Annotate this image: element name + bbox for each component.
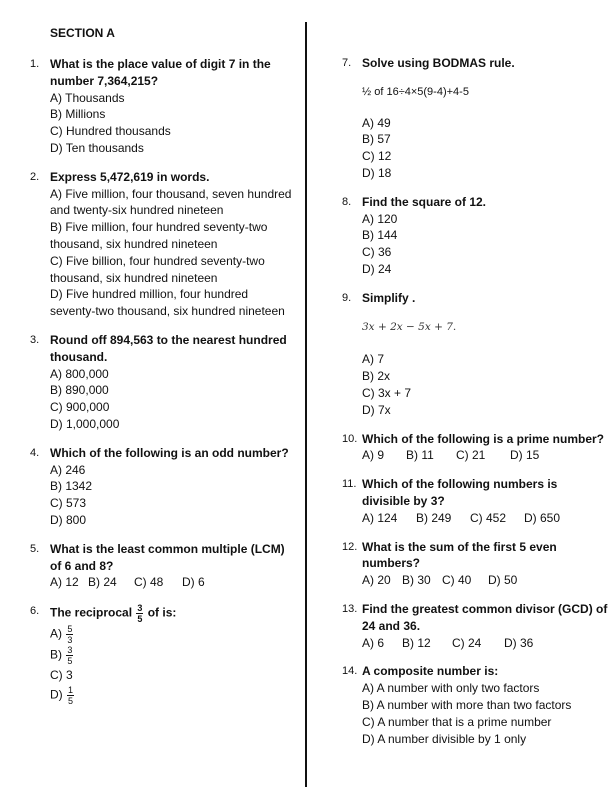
fraction-numerator: 5 bbox=[67, 624, 73, 635]
question-10 bbox=[342, 431, 608, 465]
question-stem: What is the least common multiple (LCM) of 6 and 8? bbox=[50, 541, 285, 573]
question-number: 4. bbox=[30, 446, 40, 459]
option-a: A) 49 bbox=[362, 115, 391, 130]
question-number: 3. bbox=[30, 333, 40, 346]
question-6 bbox=[30, 603, 295, 706]
option-d: D) 800 bbox=[50, 512, 87, 527]
options-list bbox=[362, 680, 608, 747]
option-c: C) 40 bbox=[442, 573, 472, 588]
question-5 bbox=[30, 541, 295, 591]
question-9 bbox=[342, 290, 608, 419]
stem-fraction bbox=[136, 603, 143, 624]
options-list bbox=[50, 574, 295, 591]
option-b: B) 144 bbox=[362, 228, 398, 243]
option-a: A) Five million, four thousand, seven hundred and twenty-six hundred nineteen bbox=[50, 186, 292, 218]
question-number: 11. bbox=[342, 478, 357, 491]
option-c: C) Five billion, four hundred seventy-two thousand, six hundred nineteen bbox=[50, 253, 265, 285]
option-b: B) 249 bbox=[416, 510, 452, 525]
option-b bbox=[50, 645, 295, 666]
option-fraction bbox=[66, 645, 73, 666]
option-d: D) 1,000,000 bbox=[50, 416, 120, 431]
option-b: B) 11 bbox=[406, 448, 434, 463]
option-b: B) 57 bbox=[362, 132, 391, 147]
question-number: 2. bbox=[30, 170, 40, 183]
option-d: D) A number divisible by 1 only bbox=[362, 731, 527, 746]
option-c: C) 900,000 bbox=[50, 400, 110, 415]
right-column bbox=[342, 55, 608, 747]
question-number: 1. bbox=[30, 58, 40, 70]
option-c: C) 12 bbox=[362, 149, 392, 164]
question-number: 8. bbox=[342, 195, 352, 208]
question-1 bbox=[30, 56, 295, 157]
question-2 bbox=[30, 169, 295, 320]
question-stem: Which of the following is an odd number? bbox=[50, 445, 289, 460]
fraction-denominator: 5 bbox=[68, 696, 74, 707]
option-b: B) A number with more than two factors bbox=[362, 697, 572, 712]
option-label: D) bbox=[50, 687, 63, 702]
options-list bbox=[362, 572, 608, 589]
option-a: A) 800,000 bbox=[50, 366, 109, 381]
option-b: B) 30 bbox=[402, 573, 431, 588]
option-a: A) A number with only two factors bbox=[362, 681, 540, 696]
question-13 bbox=[342, 601, 608, 651]
question-stem: Solve using BODMAS rule. bbox=[362, 56, 515, 70]
stem-prefix: The reciprocal bbox=[50, 605, 133, 620]
option-label: B) bbox=[50, 647, 62, 662]
question-stem: Round off 894,563 to the nearest hundred thousand. bbox=[50, 332, 287, 364]
option-c: C) 21 bbox=[456, 448, 486, 463]
options-list bbox=[362, 351, 608, 418]
stem-suffix: of is: bbox=[147, 605, 177, 620]
option-c: C) 3x + 7 bbox=[362, 385, 412, 400]
question-stem: Which of the following is a prime number? bbox=[362, 431, 605, 446]
question-12 bbox=[342, 539, 608, 589]
question-stem: Express 5,472,619 in words. bbox=[50, 169, 210, 184]
option-c: C) 36 bbox=[362, 245, 392, 260]
option-d: D) 18 bbox=[362, 165, 392, 180]
option-fraction bbox=[66, 624, 73, 645]
option-b: B) Millions bbox=[50, 107, 106, 122]
option-a: A) 124 bbox=[362, 510, 398, 525]
option-b: B) 890,000 bbox=[50, 383, 109, 398]
option-a: A) 12 bbox=[50, 575, 79, 590]
fraction-numerator: 1 bbox=[68, 685, 74, 696]
question-number: 5. bbox=[30, 542, 40, 555]
question-7 bbox=[342, 55, 608, 182]
question-number: 14. bbox=[342, 665, 358, 678]
option-a: A) 20 bbox=[362, 573, 391, 588]
options-list bbox=[362, 510, 608, 527]
option-c: C) 24 bbox=[452, 635, 482, 650]
option-c: C) Hundred thousands bbox=[50, 124, 171, 139]
fraction-denominator: 5 bbox=[67, 656, 73, 667]
options-list bbox=[50, 366, 295, 433]
option-c: C) 3 bbox=[50, 668, 73, 683]
options-list bbox=[50, 624, 295, 706]
question-3 bbox=[30, 332, 295, 433]
option-d: D) 36 bbox=[504, 635, 534, 650]
options-list bbox=[50, 186, 295, 320]
option-label: A) bbox=[50, 626, 62, 641]
option-d: D) 650 bbox=[524, 510, 561, 525]
question-stem: Simplify . bbox=[362, 290, 416, 305]
option-a: A) 6 bbox=[362, 635, 385, 650]
option-d: D) 7x bbox=[362, 402, 391, 417]
option-d: D) Five hundred million, four hundred seventy-two thousand, six hundred nineteen bbox=[50, 287, 285, 319]
option-d bbox=[50, 685, 295, 706]
question-stem: Find the greatest common divisor (GCD) of 24 and 36. bbox=[362, 601, 608, 633]
option-b: B) 2x bbox=[362, 369, 391, 384]
left-column bbox=[30, 26, 295, 706]
question-number: 12. bbox=[342, 540, 358, 553]
question-stem: A composite number is: bbox=[362, 664, 499, 679]
option-c: C) 48 bbox=[134, 575, 164, 590]
option-b: B) 24 bbox=[88, 575, 117, 590]
question-stem: What is the place value of digit 7 in the number 7,364,215? bbox=[50, 57, 271, 88]
question-stem bbox=[50, 603, 295, 624]
option-d: D) 24 bbox=[362, 261, 392, 276]
question-14 bbox=[342, 663, 608, 747]
option-a: A) Thousands bbox=[50, 90, 125, 105]
options-list bbox=[362, 635, 608, 652]
option-b: B) Five million, four hundred seventy-two thousand, six hundred nineteen bbox=[50, 220, 268, 251]
question-number: 9. bbox=[342, 291, 352, 304]
question-11 bbox=[342, 476, 608, 526]
option-c: C) A number that is a prime number bbox=[362, 714, 552, 729]
question-4 bbox=[30, 445, 295, 529]
option-b: B) 1342 bbox=[50, 479, 93, 494]
expression: ½ of 16÷4×5(9-4)+4-5 bbox=[362, 85, 469, 98]
question-number: 13. bbox=[342, 602, 358, 615]
options-list bbox=[362, 211, 608, 278]
option-d: D) 15 bbox=[510, 448, 540, 463]
question-number: 7. bbox=[342, 57, 352, 69]
fraction-numerator: 3 bbox=[137, 603, 143, 614]
math-expression: 3x + 2x − 5x + 7. bbox=[362, 320, 457, 333]
question-8 bbox=[342, 194, 608, 278]
fraction-denominator: 3 bbox=[67, 635, 73, 646]
option-a bbox=[50, 624, 295, 645]
option-c: C) 452 bbox=[470, 510, 507, 525]
option-fraction bbox=[67, 685, 74, 706]
option-a: A) 7 bbox=[362, 352, 385, 367]
option-d: D) 50 bbox=[488, 573, 518, 588]
options-list bbox=[50, 90, 295, 157]
question-stem: Find the square of 12. bbox=[362, 194, 487, 209]
options-list bbox=[362, 115, 608, 182]
question-stem: Which of the following numbers is divisible by 3? bbox=[362, 477, 558, 508]
question-number: 10. bbox=[342, 432, 358, 445]
question-number: 6. bbox=[30, 605, 40, 618]
fraction-denominator: 5 bbox=[137, 614, 143, 625]
options-list bbox=[50, 462, 295, 529]
fraction-numerator: 3 bbox=[67, 645, 73, 656]
option-c: C) 573 bbox=[50, 496, 87, 511]
section-title: SECTION A bbox=[50, 26, 115, 40]
column-divider bbox=[305, 22, 307, 787]
option-d: D) Ten thousands bbox=[50, 140, 144, 155]
options-list bbox=[362, 447, 608, 464]
question-stem: What is the sum of the first 5 even numbers? bbox=[362, 539, 557, 571]
option-a: A) 246 bbox=[50, 462, 86, 477]
option-a: A) 120 bbox=[362, 211, 398, 226]
option-a: A) 9 bbox=[362, 448, 385, 463]
option-b: B) 12 bbox=[402, 635, 431, 650]
option-d: D) 6 bbox=[182, 575, 205, 590]
